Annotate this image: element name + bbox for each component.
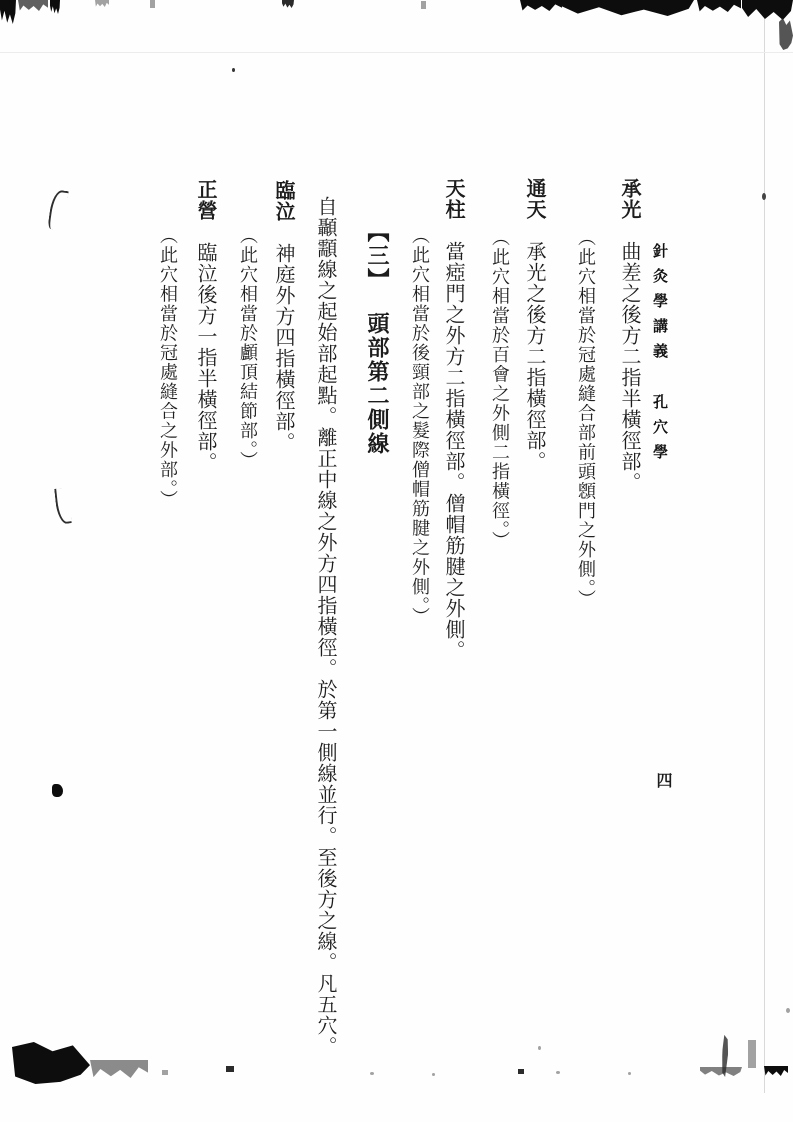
- running-header: [652, 243, 667, 469]
- ink-blob: [520, 0, 562, 11]
- acupoint-location: 當瘂門之外方二指橫徑部。僧帽筋腱之外側。: [442, 241, 466, 661]
- ink-speck: [421, 1, 426, 9]
- ink-blob: [0, 0, 16, 24]
- ink-speck: [432, 1073, 435, 1076]
- ink-blob: [779, 18, 793, 50]
- acupoint-note-tongtian: （此穴相當於百會之外側二指橫徑。）: [489, 228, 510, 551]
- ink-speck: [162, 1070, 168, 1075]
- ink-speck: [232, 68, 235, 72]
- ink-blob: [742, 0, 793, 20]
- ink-hook-mark: [54, 487, 72, 524]
- acupoint-name: 承光: [618, 178, 642, 220]
- acupoint-entry-tianzhu: [444, 178, 464, 661]
- ink-speck: [628, 1072, 631, 1075]
- acupoint-entry-linqi: [274, 180, 294, 453]
- ink-blob: [697, 0, 741, 12]
- ink-speck: [556, 1071, 560, 1074]
- ink-blob: [282, 0, 294, 8]
- ink-blob: [50, 0, 60, 14]
- ink-blob: [52, 784, 63, 797]
- acupoint-location: 承光之後方二指橫徑部。: [523, 241, 547, 472]
- ink-speck: [518, 1069, 524, 1074]
- acupoint-name: 臨泣: [272, 180, 296, 222]
- ink-speck: [762, 193, 766, 200]
- ink-speck: [226, 1066, 234, 1072]
- section-number: 【三】: [364, 220, 390, 292]
- acupoint-location: 神庭外方四指橫徑部。: [272, 243, 296, 453]
- ink-blob: [700, 1067, 742, 1076]
- section-heading: [366, 220, 388, 456]
- section-title: 頭部第二側線: [364, 312, 390, 456]
- acupoint-entry-tongtian: [525, 178, 545, 472]
- ink-speck: [538, 1046, 541, 1050]
- acupoint-name: 天柱: [442, 178, 466, 220]
- acupoint-note-chengguang: （此穴相當於冠處縫合部前頭顖門之外側。）: [575, 228, 596, 609]
- ink-blob: [18, 0, 48, 11]
- ink-speck: [370, 1072, 374, 1075]
- acupoint-name: 通天: [523, 178, 547, 220]
- ink-blob: [562, 0, 694, 16]
- acupoint-location: 臨泣後方一指半橫徑部。: [194, 242, 218, 473]
- acupoint-note-zhengying: （此穴相當於冠處縫合之外部。）: [157, 226, 178, 510]
- book-title: 針灸學講義: [651, 243, 669, 368]
- ink-hook-mark: [47, 189, 68, 231]
- acupoint-entry-zhengying: [196, 179, 216, 473]
- acupoint-note-linqi: （此穴相當於顱頂結節部。）: [237, 226, 258, 471]
- page-number: 四: [654, 772, 673, 788]
- chapter-title: 孔穴學: [651, 394, 669, 469]
- acupoint-name: 正營: [194, 179, 218, 221]
- ink-speck: [150, 0, 155, 8]
- ink-blob: [748, 1040, 756, 1068]
- ink-speck: [786, 1008, 790, 1013]
- ink-smudge: [12, 1042, 90, 1084]
- acupoint-location: 曲差之後方二指半橫徑部。: [618, 241, 642, 493]
- acupoint-entry-chengguang: [620, 178, 640, 493]
- ink-blob: [764, 1066, 788, 1076]
- ink-blob: [90, 1060, 148, 1078]
- ink-blob: [95, 0, 109, 7]
- acupoint-note-tianzhu: （此穴相當於後頸部之髮際僧帽筋腱之外側。）: [409, 226, 430, 627]
- section-description: 自顳顬線之起始部起點。離正中線之外方四指橫徑。於第一側線並行。至後方之線。凡五穴。: [314, 196, 338, 1057]
- scan-fold-line: [0, 52, 793, 53]
- page-border-line: [764, 0, 765, 1093]
